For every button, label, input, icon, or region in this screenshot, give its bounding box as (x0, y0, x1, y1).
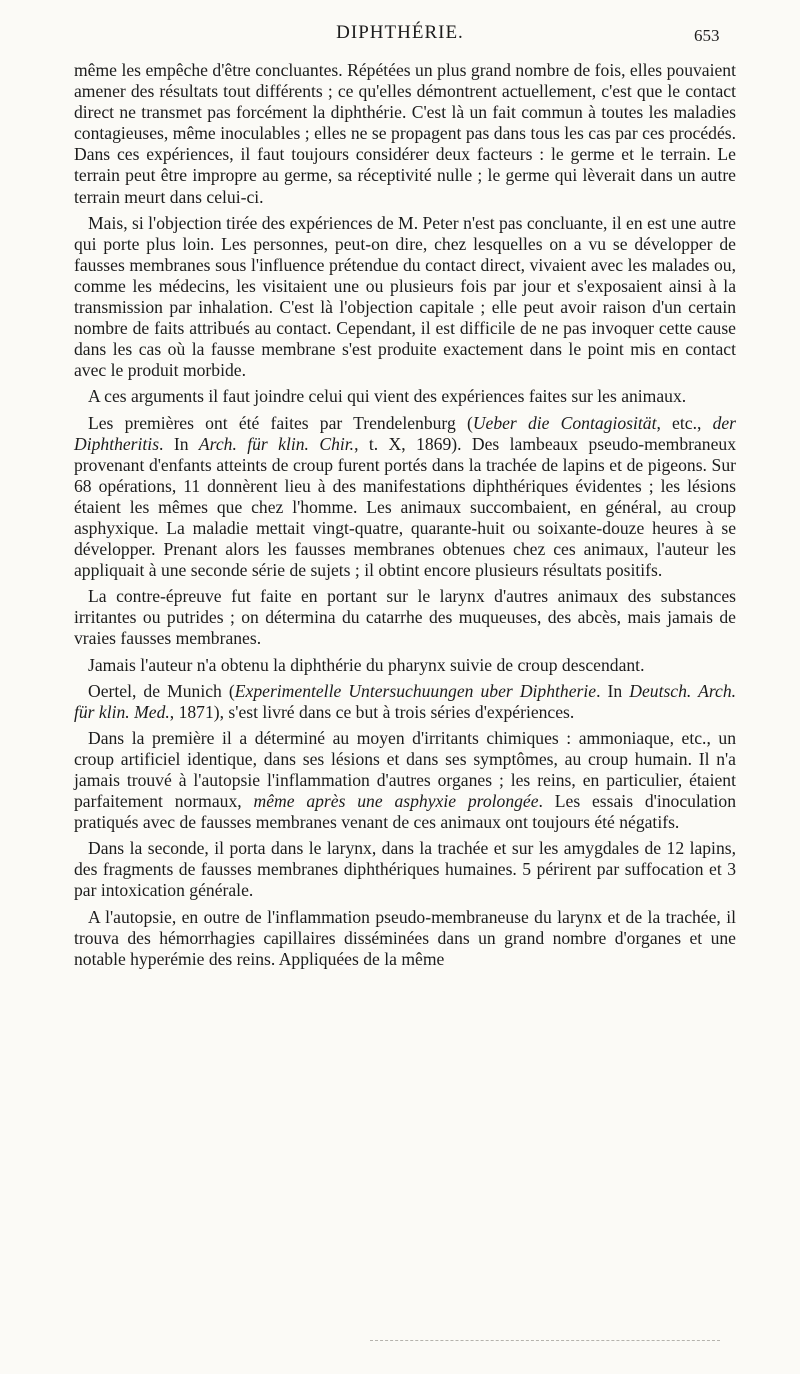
paragraph-10: A l'autopsie, en outre de l'inflammation pseudo-membraneuse du larynx et de la trachée, il trouva des hémorrhagies capillaires disséminées dans un grand nombre d'organes et une notable hyperémie des reins. Appliquées de la même (74, 906, 736, 969)
paragraph-9: Dans la seconde, il porta dans le larynx, dans la trachée et sur les amygdales de 12 lapins, des fragments de fausses membranes diphthériques humaines. 5 périrent par suffocation et 3 par intoxication générale. (74, 838, 736, 901)
journal-italic: Deutsch. Arch. für klin. Med. (74, 680, 737, 722)
paragraph-4: Les premières ont été faites par Trendelenburg (Ueber die Contagiosität, etc., der Diphtheritis. In Arch. für klin. Chir., t. X, 1869). Des lambeaux pseudo-membraneux provenant d'enfants atteints de croup furent portés dans la trachée de lapins et de pigeons. Sur 68 opérations, 11 donnèrent lieu à des manifestations diphthériques évidentes ; les lésions étaient les mêmes que chez l'homme. Les animaux succombaient, en général, au croup asphyxique. La maladie mettait vingt-quatre, quarante-huit ou soixante-douze heures à se développer. Prenant alors les fausses membranes obtenues chez ces animaux, l'auteur les appliquait à une seconde série de sujets ; il obtint encore plusieurs résultats positifs. (74, 412, 737, 581)
page-number: 653 (694, 26, 720, 45)
paragraph-7: Oertel, de Munich (Experimentelle Untersuchuungen uber Diphtherie. In Deutsch. Arch. für klin. Med., 1871), s'est livré dans ce but à trois séries d'expériences. (74, 680, 737, 722)
bottom-rule (370, 1340, 720, 1341)
paragraph-3: A ces arguments il faut joindre celui qui vient des expériences faites sur les animaux. (88, 386, 687, 407)
title-italic: Ueber die Contagiosität (472, 412, 657, 433)
running-title: DIPHTHÉRIE. (336, 22, 464, 43)
paragraph-2: Mais, si l'objection tirée des expériences de M. Peter n'est pas concluante, il en est une autre qui porte plus loin. Les personnes, peut-on dire, chez lesquelles on a vu se développer de fausses membranes sous l'influence prétendue du contact direct, vivaient avec les malades ou, comme les médecins, les visitaient une ou plusieurs fois par jour et s'exposaient ainsi à la transmission par inhalation. C'est là l'objection capitale ; elle peut avoir raison d'un certain nombre de faits attribués au contact. Cependant, il est difficile de ne pas invoquer cette cause dans les cas où la fausse membrane s'est produite exactement dans le point mis en contact avec le produit morbide. (74, 212, 736, 381)
title-italic: der Diphtheritis (74, 412, 737, 454)
paragraph-5: La contre-épreuve fut faite en portant sur le larynx d'autres animaux des substances irritantes ou putrides ; on détermina du catarrhe des muqueuses, des abcès, mais jamais de vraies fausses membranes. (74, 586, 736, 649)
paragraph-1: même les empêche d'être concluantes. Répétées un plus grand nombre de fois, elles pouvaient amener des résultats tout différents ; ce qu'elles démontrent actuellement, c'est que le contact direct ne transmet pas forcément la diphthérie. C'est là un fait commun à toutes les maladies contagieuses, même inoculables ; elles ne se propagent pas dans tous les cas par ces procédés. Dans ces expériences, il faut toujours considérer deux facteurs : le germe et le terrain. Le terrain peut être impropre au germe, sa réceptivité nulle ; le germe qui lèverait dans un autre terrain meurt dans celui-ci. (74, 60, 736, 207)
paragraph-6: Jamais l'auteur n'a obtenu la diphthérie du pharynx suivie de croup descendant. (88, 654, 645, 675)
emphasis-italic: même après une asphyxie prolongée (253, 791, 539, 812)
title-italic: Experimentelle Untersuchuungen uber Diphtherie (234, 680, 597, 701)
paragraph-8: Dans la première il a déterminé au moyen d'irritants chimiques : ammoniaque, etc., un croup artificiel identique, dans ses lésions et dans ses symptômes, au croup humain. Il n'a jamais trouvé à l'autopsie l'inflammation d'autres organes ; les reins, en particulier, étaient parfaitement normaux, même après une asphyxie prolongée. Les essais d'inoculation pratiqués avec de fausses membranes venant de ces animaux ont toujours été négatifs. (74, 727, 736, 833)
journal-italic: Arch. für klin. Chir. (198, 433, 355, 454)
body-text (74, 60, 736, 975)
